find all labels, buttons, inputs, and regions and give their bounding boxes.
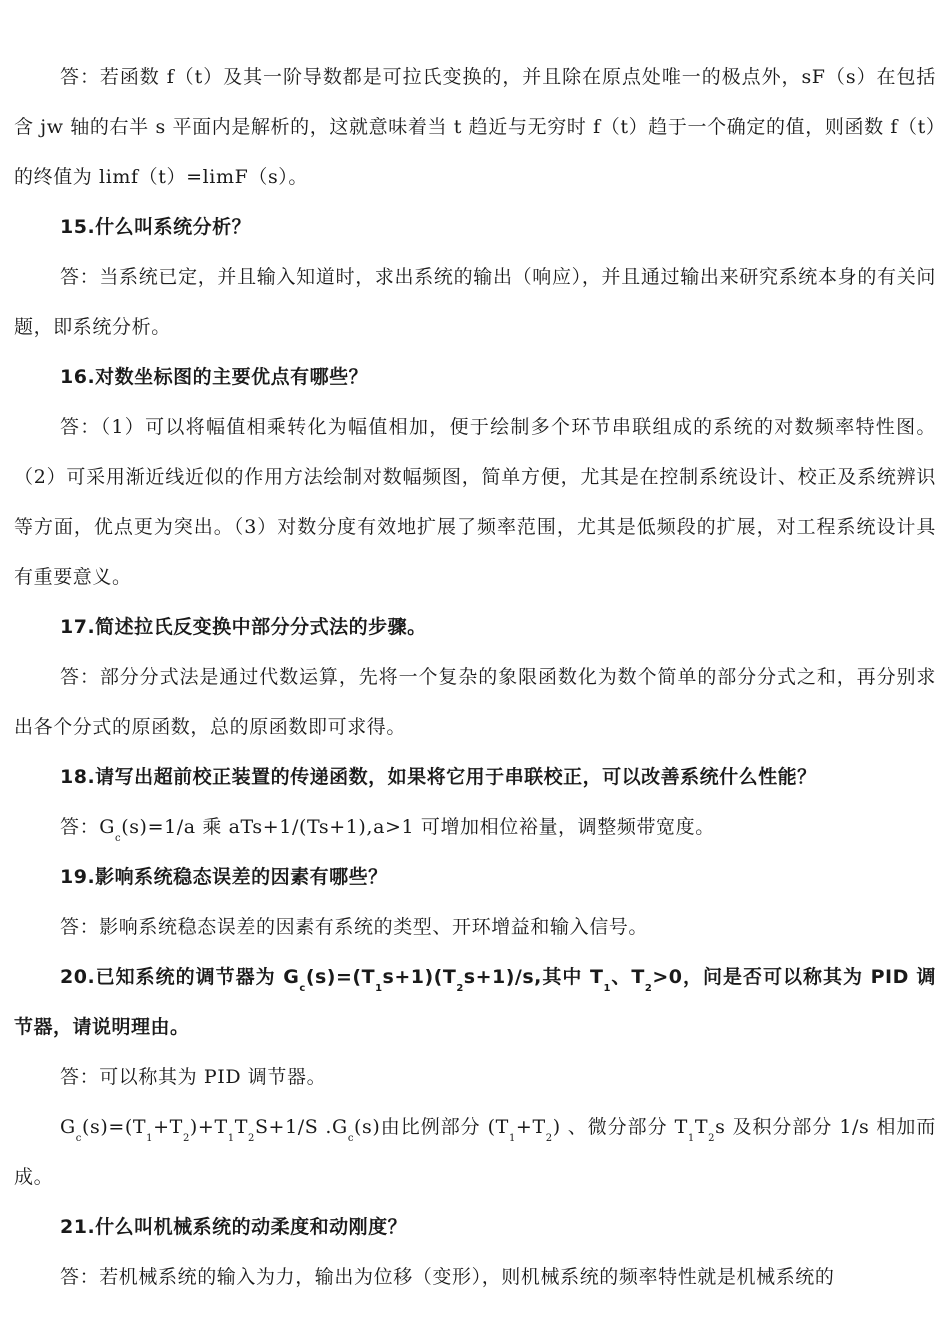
a20-part: T <box>694 1116 709 1138</box>
a20-sub: 1 <box>146 1133 154 1144</box>
question-15: 15.什么叫系统分析？ <box>60 216 252 238</box>
q20-part: s+1)(T <box>382 966 457 988</box>
answer-20-line-2 <box>14 1102 936 1202</box>
q20-part: (s)=(T <box>305 966 376 988</box>
question-17: 17.简述拉氏反变换中部分分式法的步骤。 <box>60 616 427 638</box>
question-19: 19.影响系统稳态误差的因素有哪些？ <box>60 866 388 888</box>
answer-15: 答：当系统已定，并且输入知道时，求出系统的输出（响应），并且通过输出来研究系统本身的有关问题，即系统分析。 <box>14 266 936 338</box>
answer-19: 答：影响系统稳态误差的因素有系统的类型、开环增益和输入信号。 <box>60 916 649 938</box>
a20-sub: c <box>75 1133 82 1144</box>
q20-part: >0，问是否可以称其为 PID 调节器，请说明理由。 <box>14 966 937 1038</box>
answer-18-text-1: 答：G <box>60 816 115 838</box>
q20-part: 20.已知系统的调节器为 G <box>60 966 300 988</box>
answer-21: 答：若机械系统的输入为力，输出为位移（变形），则机械系统的频率特性就是机械系统的 <box>60 1266 835 1288</box>
a20-sub: 2 <box>708 1133 716 1144</box>
question-20 <box>14 952 936 1052</box>
a20-part: (s)=(T <box>81 1116 147 1138</box>
answer-16: 答：（1）可以将幅值相乘转化为幅值相加，便于绘制多个环节串联组成的系统的对数频率特性图。（2）可采用渐近线近似的作用方法绘制对数幅频图，简单方便，尤其是在控制系统设计、校正及系统辨识等方面，优点更为突出。（3）对数分度有效地扩展了频率范围，尤其是低频段的扩展，对工程系统设计具有重要意义。 <box>14 416 936 588</box>
a20-part: +T <box>153 1116 183 1138</box>
answer-14: 答：若函数 f（t）及其一阶导数都是可拉氏变换的，并且除在原点处唯一的极点外，sF（s）在包括含 jw 轴的右半 s 平面内是解析的，这就意味着当 t 趋近与无穷时 f（t）趋于一个确定的值，则函数 f（t）的终值为 limf（t）=limF（s）。 <box>14 66 936 188</box>
q20-sub: 2 <box>644 983 653 994</box>
a20-sub: c <box>347 1133 355 1144</box>
question-18: 18.请写出超前校正装置的传递函数，如果将它用于串联校正，可以改善系统什么性能？ <box>60 766 817 788</box>
q20-part: s+1)/s,其中 T <box>463 966 604 988</box>
question-16: 16.对数坐标图的主要优点有哪些？ <box>60 366 369 388</box>
q20-part: 、T <box>610 966 645 988</box>
a20-sub: 2 <box>545 1133 553 1144</box>
a20-sub: 1 <box>687 1133 695 1144</box>
a20-part: G <box>60 1116 76 1138</box>
q20-sub: c <box>299 983 306 994</box>
a20-sub: 1 <box>227 1133 235 1144</box>
a20-sub: 2 <box>247 1133 255 1144</box>
answer-20-line-1: 答：可以称其为 PID 调节器。 <box>60 1066 327 1088</box>
a20-part: T <box>234 1116 248 1138</box>
a20-part: +T <box>515 1116 546 1138</box>
a20-part: )+T <box>189 1116 228 1138</box>
a20-part: (s)由比例部分 (T <box>354 1116 509 1138</box>
q20-sub: 1 <box>375 983 383 994</box>
answer-18 <box>14 802 936 852</box>
a20-part: ) 、微分部分 T <box>552 1116 688 1138</box>
answer-18-text-2: (s)=1/a 乘 aTs+1/(Ts+1),a>1 可增加相位裕量，调整频带宽度。 <box>121 816 715 838</box>
q20-sub: 1 <box>603 983 611 994</box>
a20-part: S+1/S .G <box>254 1116 348 1138</box>
question-21: 21.什么叫机械系统的动柔度和动刚度？ <box>60 1216 408 1238</box>
a20-part: s 及积分部分 1/s 相加而成。 <box>14 1116 936 1188</box>
q20-sub: 2 <box>456 983 464 994</box>
a20-sub: 2 <box>182 1133 190 1144</box>
answer-18-subscript: c <box>114 833 122 844</box>
answer-17: 答：部分分式法是通过代数运算，先将一个复杂的象限函数化为数个简单的部分分式之和，再分别求出各个分式的原函数，总的原函数即可求得。 <box>14 666 936 738</box>
a20-sub: 1 <box>508 1133 516 1144</box>
